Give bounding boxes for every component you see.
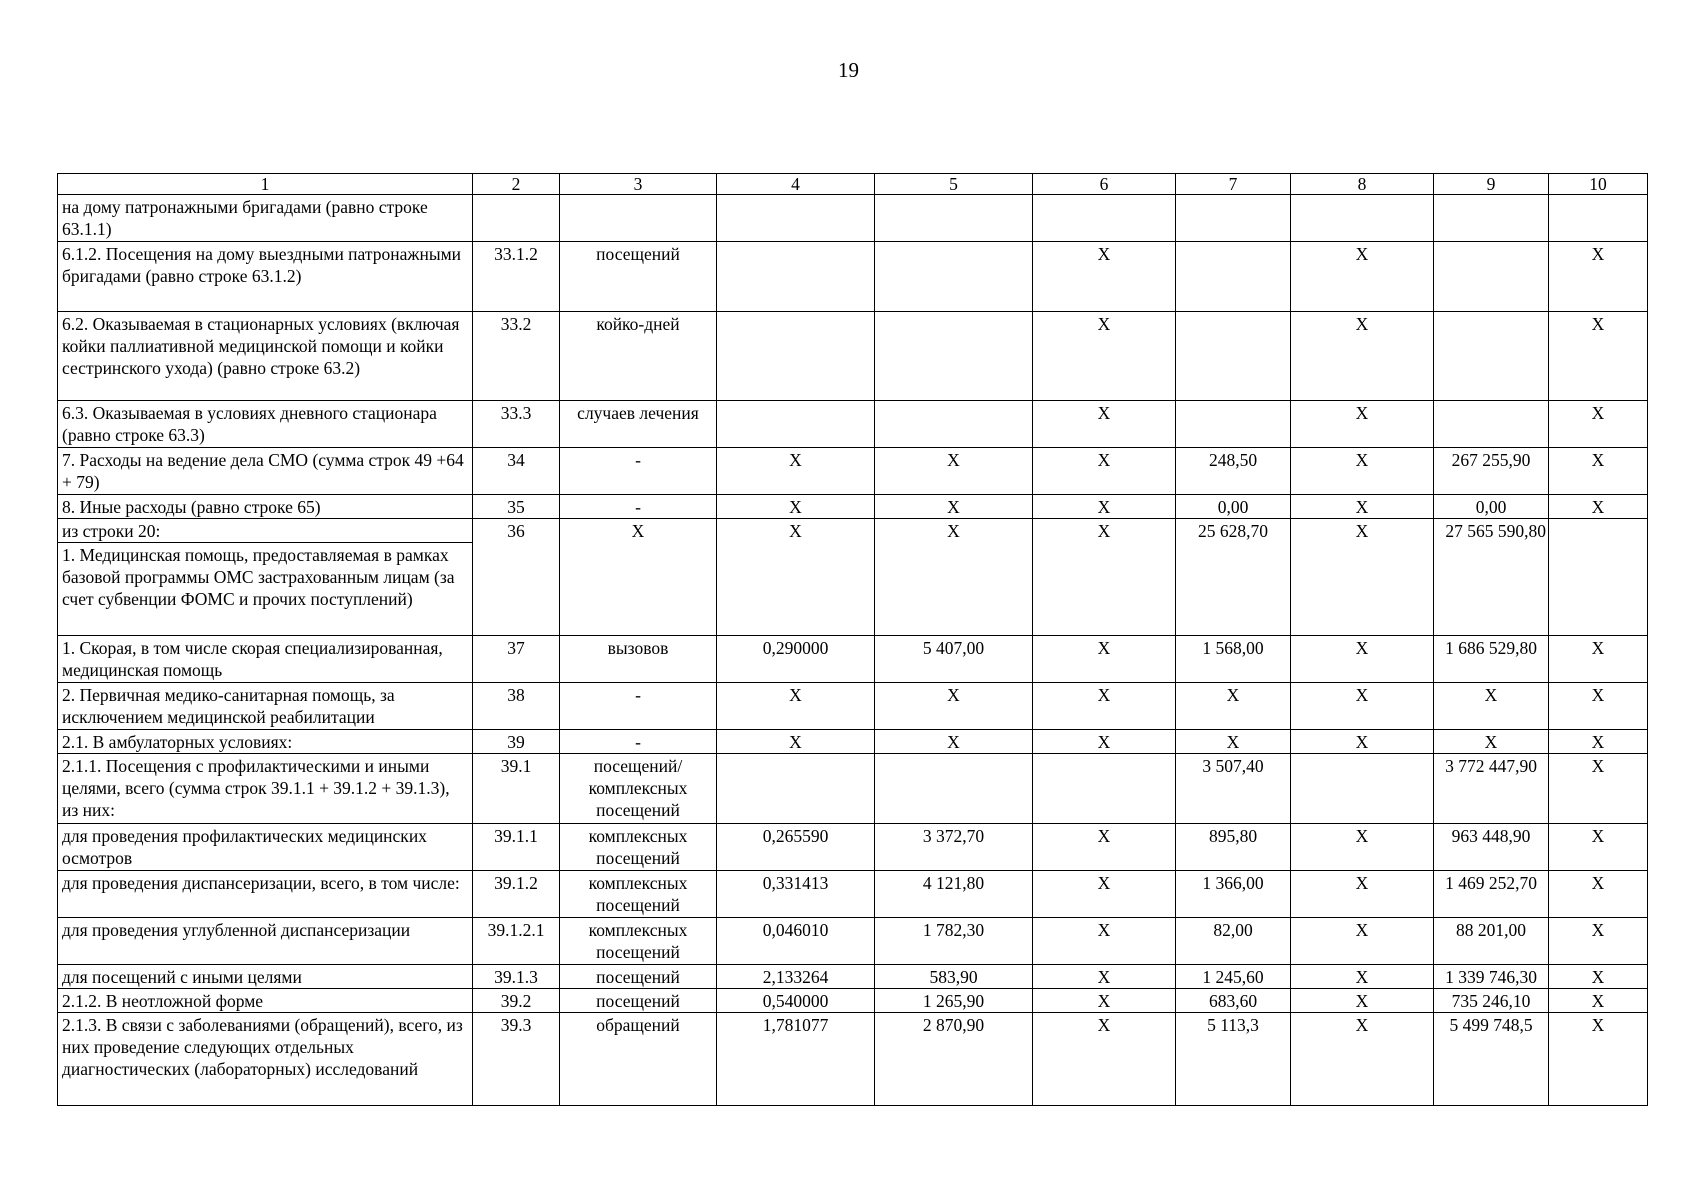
cell-col-7: 0,00: [1176, 495, 1291, 519]
cell-col-8: Х: [1291, 918, 1434, 965]
cell-unit: обращений: [560, 1013, 717, 1106]
table-row: [58, 195, 1648, 242]
cell-col-7: 895,80: [1176, 824, 1291, 871]
cell-col-8: Х: [1291, 683, 1434, 730]
cell-col-9: 735 246,10: [1434, 989, 1549, 1013]
row-label: 1. Скорая, в том числе скорая специализированная, медицинская помощь: [58, 636, 473, 683]
header-cell: 5: [875, 174, 1033, 195]
cell-col-9: [1434, 312, 1549, 401]
row-label: из строки 20:: [58, 519, 473, 543]
cell-col-10: Х: [1549, 918, 1648, 965]
cell-col-7: 25 628,70: [1176, 519, 1291, 636]
header-cell: 4: [717, 174, 875, 195]
cell-col-6: Х: [1033, 824, 1176, 871]
row-label: 6.2. Оказываемая в стационарных условиях (включая койки паллиативной медицинской помощи и койки сестринского ухода) (равно строке 63.2): [58, 312, 473, 401]
cell-col-8: [1291, 754, 1434, 824]
cell-col-5: 5 407,00: [875, 636, 1033, 683]
cell-col-5: 1 782,30: [875, 918, 1033, 965]
table-row: [58, 730, 1648, 754]
cell-col-6: Х: [1033, 519, 1176, 636]
cell-col-10: Х: [1549, 871, 1648, 918]
cell-col-7: 248,50: [1176, 448, 1291, 495]
cell-unit: Х: [560, 519, 717, 636]
cell-col-6: Х: [1033, 495, 1176, 519]
cell-col-4: Х: [717, 519, 875, 636]
cell-col-6: Х: [1033, 918, 1176, 965]
cell-col-9: 1 686 529,80: [1434, 636, 1549, 683]
table-row: [58, 683, 1648, 730]
cell-col-4: Х: [717, 683, 875, 730]
cell-col-5: Х: [875, 448, 1033, 495]
cell-col-7: 683,60: [1176, 989, 1291, 1013]
cell-col-6: Х: [1033, 242, 1176, 312]
table-row: [58, 448, 1648, 495]
cell-col-10: Х: [1549, 495, 1648, 519]
cell-col-9: 267 255,90: [1434, 448, 1549, 495]
cell-col-7: [1176, 195, 1291, 242]
cell-col-10: Х: [1549, 989, 1648, 1013]
cell-col-5: [875, 242, 1033, 312]
cell-unit: посещений: [560, 965, 717, 989]
cell-row-number: 38: [473, 683, 560, 730]
cell-col-5: 3 372,70: [875, 824, 1033, 871]
cell-col-10: Х: [1549, 730, 1648, 754]
cell-unit: -: [560, 683, 717, 730]
cell-col-9: 1 339 746,30: [1434, 965, 1549, 989]
table-row: [58, 636, 1648, 683]
row-label: для проведения профилактических медицинских осмотров: [58, 824, 473, 871]
table-body: [58, 174, 1648, 1106]
cell-col-10: Х: [1549, 448, 1648, 495]
cell-col-9: Х: [1434, 683, 1549, 730]
cell-col-8: Х: [1291, 495, 1434, 519]
cell-col-5: 2 870,90: [875, 1013, 1033, 1106]
cell-unit: вызовов: [560, 636, 717, 683]
cell-col-9: 88 201,00: [1434, 918, 1549, 965]
cell-col-4: [717, 195, 875, 242]
cell-col-5: Х: [875, 730, 1033, 754]
cell-col-9: 27 565 590,80: [1434, 519, 1549, 636]
cell-col-10: Х: [1549, 312, 1648, 401]
cell-unit: посещений/ комплексных посещений: [560, 754, 717, 824]
cell-col-7: [1176, 242, 1291, 312]
cell-col-8: Х: [1291, 242, 1434, 312]
cell-col-4: 0,046010: [717, 918, 875, 965]
cell-col-5: 4 121,80: [875, 871, 1033, 918]
cell-row-number: 39: [473, 730, 560, 754]
cell-col-8: Х: [1291, 989, 1434, 1013]
table-row: [58, 312, 1648, 401]
cell-col-6: [1033, 195, 1176, 242]
row-label: 6.3. Оказываемая в условиях дневного стационара (равно строке 63.3): [58, 401, 473, 448]
cell-col-8: Х: [1291, 871, 1434, 918]
cell-col-6: Х: [1033, 871, 1176, 918]
cell-col-10: Х: [1549, 242, 1648, 312]
cell-col-9: 1 469 252,70: [1434, 871, 1549, 918]
cell-row-number: 36: [473, 519, 560, 636]
cell-unit: -: [560, 448, 717, 495]
cell-unit: посещений: [560, 989, 717, 1013]
cell-col-7: 1 568,00: [1176, 636, 1291, 683]
cell-row-number: 37: [473, 636, 560, 683]
cell-col-5: Х: [875, 519, 1033, 636]
row-label: для посещений с иными целями: [58, 965, 473, 989]
cell-col-8: Х: [1291, 312, 1434, 401]
cell-col-8: Х: [1291, 1013, 1434, 1106]
page-number: 19: [838, 58, 859, 82]
cell-row-number: 39.1: [473, 754, 560, 824]
cell-col-9: 5 499 748,5: [1434, 1013, 1549, 1106]
cell-row-number: 34: [473, 448, 560, 495]
cell-unit: [560, 195, 717, 242]
cell-unit: посещений: [560, 242, 717, 312]
cell-col-9: 0,00: [1434, 495, 1549, 519]
cell-col-4: Х: [717, 730, 875, 754]
header-cell: 7: [1176, 174, 1291, 195]
cell-col-6: Х: [1033, 1013, 1176, 1106]
cell-col-9: 3 772 447,90: [1434, 754, 1549, 824]
table-row: [58, 871, 1648, 918]
table-row: [58, 495, 1648, 519]
header-row: [58, 174, 1648, 195]
cell-col-10: [1549, 195, 1648, 242]
cell-col-7: 5 113,3: [1176, 1013, 1291, 1106]
cell-col-9: [1434, 242, 1549, 312]
cell-unit: -: [560, 730, 717, 754]
cell-col-8: Х: [1291, 824, 1434, 871]
cell-col-8: Х: [1291, 519, 1434, 636]
cell-row-number: 33.3: [473, 401, 560, 448]
cell-row-number: 39.2: [473, 989, 560, 1013]
cell-col-7: 1 245,60: [1176, 965, 1291, 989]
cell-col-7: Х: [1176, 730, 1291, 754]
header-cell: 9: [1434, 174, 1549, 195]
cell-col-10: Х: [1549, 754, 1648, 824]
cell-col-6: Х: [1033, 989, 1176, 1013]
cell-col-7: 82,00: [1176, 918, 1291, 965]
cell-unit: комплексных посещений: [560, 871, 717, 918]
cell-col-9: [1434, 195, 1549, 242]
table-row: [58, 242, 1648, 312]
cell-col-5: 1 265,90: [875, 989, 1033, 1013]
row-label: для проведения углубленной диспансеризации: [58, 918, 473, 965]
table-row: [58, 519, 1648, 543]
cell-unit: случаев лечения: [560, 401, 717, 448]
row-label: 8. Иные расходы (равно строке 65): [58, 495, 473, 519]
row-label: 1. Медицинская помощь, предоставляемая в рамках базовой программы ОМС застрахованным лицам (за счет субвенции ФОМС и прочих поступлений): [58, 543, 473, 636]
cell-col-7: Х: [1176, 683, 1291, 730]
cell-col-6: Х: [1033, 448, 1176, 495]
table-row: [58, 401, 1648, 448]
cell-col-4: 0,540000: [717, 989, 875, 1013]
header-cell: 3: [560, 174, 717, 195]
table-row: [58, 824, 1648, 871]
cell-unit: комплексных посещений: [560, 824, 717, 871]
row-label: на дому патронажными бригадами (равно строке 63.1.1): [58, 195, 473, 242]
cell-unit: койко-дней: [560, 312, 717, 401]
header-cell: 6: [1033, 174, 1176, 195]
cell-row-number: 39.1.2.1: [473, 918, 560, 965]
cell-col-10: [1549, 519, 1648, 636]
cell-col-4: [717, 401, 875, 448]
financing-table: [57, 173, 1648, 1106]
row-label: 2.1.1. Посещения с профилактическими и иными целями, всего (сумма строк 39.1.1 + 39.1.2 + 39.1.3), из них:: [58, 754, 473, 824]
cell-col-8: Х: [1291, 965, 1434, 989]
cell-col-10: Х: [1549, 824, 1648, 871]
cell-col-5: [875, 401, 1033, 448]
cell-col-10: Х: [1549, 683, 1648, 730]
cell-unit: комплексных посещений: [560, 918, 717, 965]
cell-col-9: [1434, 401, 1549, 448]
cell-col-10: Х: [1549, 965, 1648, 989]
cell-col-4: 0,265590: [717, 824, 875, 871]
cell-col-6: Х: [1033, 636, 1176, 683]
cell-row-number: [473, 195, 560, 242]
cell-col-5: Х: [875, 683, 1033, 730]
row-label: 2.1.2. В неотложной форме: [58, 989, 473, 1013]
cell-col-5: [875, 754, 1033, 824]
cell-col-7: 1 366,00: [1176, 871, 1291, 918]
table-row: [58, 918, 1648, 965]
cell-col-4: Х: [717, 495, 875, 519]
row-label: 6.1.2. Посещения на дому выездными патронажными бригадами (равно строке 63.1.2): [58, 242, 473, 312]
table-row: [58, 989, 1648, 1013]
cell-col-4: 0,331413: [717, 871, 875, 918]
table-row: [58, 1013, 1648, 1106]
cell-col-10: Х: [1549, 1013, 1648, 1106]
row-label: 2.1.3. В связи с заболеваниями (обращений), всего, из них проведение следующих отдельных диагностических (лабораторных) исследований: [58, 1013, 473, 1106]
cell-col-7: [1176, 312, 1291, 401]
cell-row-number: 33.1.2: [473, 242, 560, 312]
cell-col-4: 2,133264: [717, 965, 875, 989]
cell-col-7: [1176, 401, 1291, 448]
cell-col-4: 1,781077: [717, 1013, 875, 1106]
cell-row-number: 35: [473, 495, 560, 519]
cell-col-8: Х: [1291, 730, 1434, 754]
table-row: [58, 754, 1648, 824]
cell-col-6: Х: [1033, 312, 1176, 401]
cell-col-10: Х: [1549, 401, 1648, 448]
cell-col-8: Х: [1291, 401, 1434, 448]
cell-col-5: 583,90: [875, 965, 1033, 989]
cell-col-6: [1033, 754, 1176, 824]
table-row: [58, 965, 1648, 989]
cell-col-4: Х: [717, 448, 875, 495]
cell-col-6: Х: [1033, 965, 1176, 989]
cell-row-number: 33.2: [473, 312, 560, 401]
cell-col-4: [717, 242, 875, 312]
cell-col-6: Х: [1033, 730, 1176, 754]
cell-col-8: Х: [1291, 636, 1434, 683]
cell-col-9: Х: [1434, 730, 1549, 754]
cell-col-4: [717, 312, 875, 401]
header-cell: 8: [1291, 174, 1434, 195]
cell-col-8: Х: [1291, 448, 1434, 495]
row-label: для проведения диспансеризации, всего, в том числе:: [58, 871, 473, 918]
cell-col-4: [717, 754, 875, 824]
cell-unit: -: [560, 495, 717, 519]
cell-row-number: 39.1.3: [473, 965, 560, 989]
header-cell: 10: [1549, 174, 1648, 195]
cell-col-6: Х: [1033, 401, 1176, 448]
cell-col-5: [875, 195, 1033, 242]
cell-col-8: [1291, 195, 1434, 242]
cell-col-4: 0,290000: [717, 636, 875, 683]
cell-row-number: 39.1.2: [473, 871, 560, 918]
cell-row-number: 39.1.1: [473, 824, 560, 871]
header-cell: 2: [473, 174, 560, 195]
cell-col-6: Х: [1033, 683, 1176, 730]
row-label: 7. Расходы на ведение дела СМО (сумма строк 49 +64 + 79): [58, 448, 473, 495]
cell-col-5: [875, 312, 1033, 401]
cell-row-number: 39.3: [473, 1013, 560, 1106]
cell-col-9: 963 448,90: [1434, 824, 1549, 871]
row-label: 2. Первичная медико-санитарная помощь, за исключением медицинской реабилитации: [58, 683, 473, 730]
header-cell: 1: [58, 174, 473, 195]
cell-col-10: Х: [1549, 636, 1648, 683]
row-label: 2.1. В амбулаторных условиях:: [58, 730, 473, 754]
cell-col-5: Х: [875, 495, 1033, 519]
cell-col-7: 3 507,40: [1176, 754, 1291, 824]
